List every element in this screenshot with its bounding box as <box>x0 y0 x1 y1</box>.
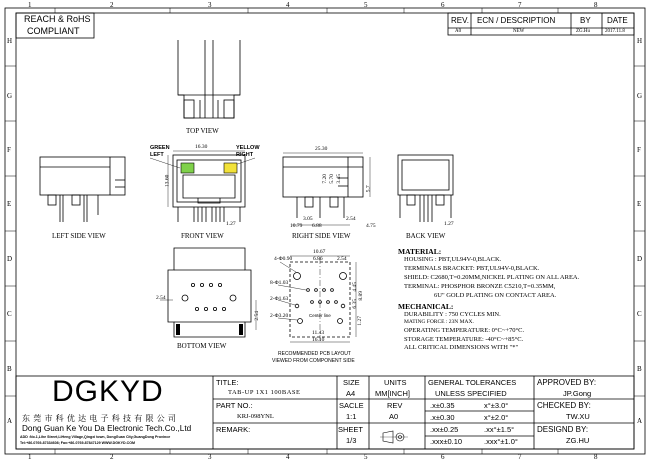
led-label-green: GREEN <box>150 145 170 151</box>
grid-row-c-right: C <box>637 310 642 318</box>
dim-pcb-f: 2-Φ1.63 <box>270 296 289 302</box>
dim-front-height: 13.60 <box>164 174 171 187</box>
dim-pcb-d: 4-Φ0.90 <box>274 256 293 262</box>
grid-row-b-right: B <box>637 365 642 373</box>
material-line-4: TERMINAL: PHOSPHOR BRONZE C5210,T=0.35MM, <box>404 283 556 290</box>
rev-row-date: 2017.11.8 <box>605 29 625 34</box>
dim-bottom-a: 2.54 <box>156 295 166 301</box>
mechanical-line-3: OPERATING TEMPERATURE: 0°C~+70°C. <box>404 327 525 334</box>
compliance-line-1: REACH & RoHS <box>24 14 91 24</box>
grid-col-6-top: 6 <box>441 1 445 9</box>
approved-label: APPROVED BY: <box>537 378 597 387</box>
size-value: A4 <box>346 389 356 398</box>
green-led-window <box>181 163 194 173</box>
scale-value: 1:1 <box>346 412 357 421</box>
units-label: UNITS <box>384 378 407 387</box>
bottom-view-fill <box>176 324 243 335</box>
mechanical-line-1: DURABILITY : 750 CYCLES MIN. <box>404 311 501 318</box>
rev-value: A0 <box>389 412 399 421</box>
title-value: TAB-UP 1X1 100BASE <box>228 389 301 396</box>
grid-row-g-right: G <box>637 92 643 100</box>
material-line-3: SHIELD: C2680,T=0.20MM,NICKEL PLATING ON ALL AREA. <box>404 274 580 281</box>
pcb-center-line-label: Center line <box>309 313 331 318</box>
part-no-value: KRJ-098YNL <box>237 413 274 420</box>
tolerance-1: .x±0.35 <box>430 401 455 410</box>
mechanical-line-2: MATING FORCE : 23N MAX. <box>404 319 474 325</box>
grid-col-8-bottom: 8 <box>594 453 598 461</box>
right-side-view-label: RIGHT SIDE VIEW <box>292 232 351 240</box>
led-label-left: LEFT <box>150 152 164 158</box>
part-no-label: PART NO.: <box>216 401 253 410</box>
grid-col-2-top: 2 <box>110 1 114 9</box>
back-view <box>398 155 453 222</box>
dim-back-a: 5.7 <box>365 185 372 193</box>
top-view-label: TOP VIEW <box>186 127 219 135</box>
material-line-5: 6U" GOLD PLATING ON CONTACT AREA. <box>434 292 557 299</box>
back-view-label: BACK VIEW <box>406 232 446 240</box>
units-value: MM[INCH] <box>375 389 410 398</box>
grid-row-e-left: E <box>7 200 12 208</box>
rev-header-by: BY <box>580 16 591 25</box>
rev-header-ecn: ECN / DESCRIPTION <box>477 16 556 25</box>
dim-front-width: 16.30 <box>195 144 208 150</box>
dim-bottom-b: 2.54 <box>254 310 261 321</box>
grid-col-4-top: 4 <box>286 1 290 9</box>
mechanical-heading: MECHANICAL: <box>398 302 454 311</box>
company-name-en: Dong Guan Ke You Da Electronic Tech.Co.,Ltd <box>22 424 192 433</box>
tolerance-5: .xx±0.25 <box>430 425 459 434</box>
dim-pcb-j: 4.45 <box>352 281 359 292</box>
dim-side-d: 3.05 <box>303 216 313 222</box>
dim-side-c: 3.45 <box>336 173 343 184</box>
rev-header-date: DATE <box>607 16 628 25</box>
mechanical-line-4: STORAGE TEMPERATURE: -40°C~+85°C. <box>404 336 524 343</box>
dim-side-a: 7.20 <box>322 173 329 184</box>
dim-pcb-a: 10.67 <box>313 249 326 255</box>
led-label-right: RIGHT <box>236 152 254 158</box>
dim-pcb-m: 1.27 <box>357 315 364 326</box>
left-side-view-label: LEFT SIDE VIEW <box>52 232 106 240</box>
material-heading: MATERIAL: <box>398 247 442 256</box>
pcb-layout-label-2: VIEWED FROM COMPONENT SIDE <box>272 358 355 364</box>
dim-front-pin: 1.27 <box>226 221 236 227</box>
title-label: TITLE: <box>216 378 239 387</box>
tolerance-heading-1: GENERAL TOLERANCES <box>428 378 517 387</box>
company-address: ADD :No.1,Lihe Street,LiHeng Village,Qingxi town, DongGuan City,GuangDong Province <box>20 435 171 439</box>
grid-row-a-right: A <box>637 417 643 425</box>
grid-row-f-right: F <box>637 146 641 154</box>
dim-side-f: 6.88 <box>312 223 322 229</box>
bottom-view-label: BOTTOM VIEW <box>177 342 227 350</box>
grid-row-a-left: A <box>7 417 13 425</box>
tolerance-6: .xx°±1.5° <box>484 425 515 434</box>
dim-side-b: 5.70 <box>329 173 336 184</box>
grid-row-b-left: B <box>7 365 12 373</box>
size-label: SIZE <box>343 378 360 387</box>
remark-label: REMARK: <box>216 425 251 434</box>
pcb-layout-label-1: RECOMMENDED PCB LAYOUT <box>278 351 351 357</box>
scale-label: SACLE <box>339 401 364 410</box>
rev-row-by: ZG.Hu <box>576 29 591 34</box>
dim-pcb-c: 2.54 <box>337 256 347 262</box>
checked-label: CHECKED BY: <box>537 401 591 410</box>
dim-side-h: 4.75 <box>366 223 376 229</box>
yellow-led-window <box>224 163 237 173</box>
grid-col-3-bottom: 3 <box>208 453 212 461</box>
grid-row-d-left: D <box>7 255 13 263</box>
grid-row-e-right: E <box>637 200 642 208</box>
tolerance-4: x°±2.0° <box>484 413 509 422</box>
dim-pcb-g: 2-Φ3.20 <box>270 313 289 319</box>
grid-col-4-bottom: 4 <box>286 453 290 461</box>
dim-back-pin: 1.27 <box>444 221 454 227</box>
designed-label: DESIGND BY: <box>537 425 589 434</box>
rev-row-ecn: NEW <box>513 29 525 34</box>
grid-col-5-bottom: 5 <box>364 453 368 461</box>
dim-pcb-e: 8-Φ1.03 <box>270 280 289 286</box>
tolerance-heading-2: UNLESS SPECIFIED <box>435 389 507 398</box>
top-view <box>178 40 240 118</box>
dim-pcb-h: 11.43 <box>312 330 325 336</box>
grid-row-h-left: H <box>7 37 13 45</box>
dim-side-width: 25.30 <box>315 146 328 152</box>
approved-value: JP.Gong <box>563 389 592 398</box>
mechanical-line-5: ALL CRITICAL DIMENSIONS WITH "*" <box>404 344 519 351</box>
front-view-label: FRONT VIEW <box>181 232 224 240</box>
grid-col-8-top: 8 <box>594 1 598 9</box>
company-logo: DGKYD <box>52 375 164 408</box>
rev-header-rev: REV. <box>451 16 469 25</box>
dim-side-g: 10.79 <box>290 223 303 229</box>
left-side-view <box>40 157 125 222</box>
grid-row-g-left: G <box>7 92 13 100</box>
dim-pcb-k: 6.35 <box>352 298 359 309</box>
grid-col-1-bottom: 1 <box>28 453 32 461</box>
grid-col-7-top: 7 <box>518 1 522 9</box>
material-line-1: HOUSING : PBT,UL94V-0,BLACK. <box>404 256 502 263</box>
projection-symbol <box>380 431 408 443</box>
rev-label: REV <box>387 401 403 410</box>
dim-pcb-i: 16.10 <box>312 337 325 343</box>
grid-col-2-bottom: 2 <box>110 453 114 461</box>
compliance-line-2: COMPLIANT <box>27 26 80 36</box>
grid-row-d-right: D <box>637 255 643 263</box>
dim-side-e: 2.54 <box>346 216 356 222</box>
sheet-value: 1/3 <box>346 436 357 445</box>
right-side-view <box>283 153 370 225</box>
material-line-2: TERMINALS BRACKET: PBT,UL94V-0,BLACK. <box>404 265 540 272</box>
grid-row-h-right: H <box>637 37 643 45</box>
company-contact: Tel:+86-0769-87334608; Fax:+86-0769-87847129 WWW.DGKYD.COM <box>20 441 135 445</box>
grid-row-c-left: C <box>7 310 12 318</box>
dim-pcb-b: 6.86 <box>313 256 323 262</box>
dim-pcb-l: 8.89 <box>358 290 365 301</box>
grid-col-7-bottom: 7 <box>518 453 522 461</box>
tolerance-2: x°±3.0° <box>484 401 509 410</box>
company-name-cn: 东 莞 市 科 优 达 电 子 科 技 有 限 公 司 <box>22 414 177 423</box>
bottom-view <box>160 248 256 337</box>
rev-row-rev: A0 <box>455 29 462 34</box>
grid-col-6-bottom: 6 <box>441 453 445 461</box>
grid-col-1-top: 1 <box>28 1 32 9</box>
led-label-yellow: YELLOW <box>236 145 260 151</box>
grid-col-5-top: 5 <box>364 1 368 9</box>
checked-value: TW.XU <box>566 412 590 421</box>
designed-value: ZG.HU <box>566 436 590 445</box>
tolerance-3: .x±0.30 <box>430 413 455 422</box>
tolerance-7: .xxx±0.10 <box>430 437 463 446</box>
grid-col-3-top: 3 <box>208 1 212 9</box>
grid-row-f-left: F <box>7 146 11 154</box>
tolerance-8: .xxx°±1.0° <box>484 437 518 446</box>
sheet-label: SHEET <box>338 425 364 434</box>
